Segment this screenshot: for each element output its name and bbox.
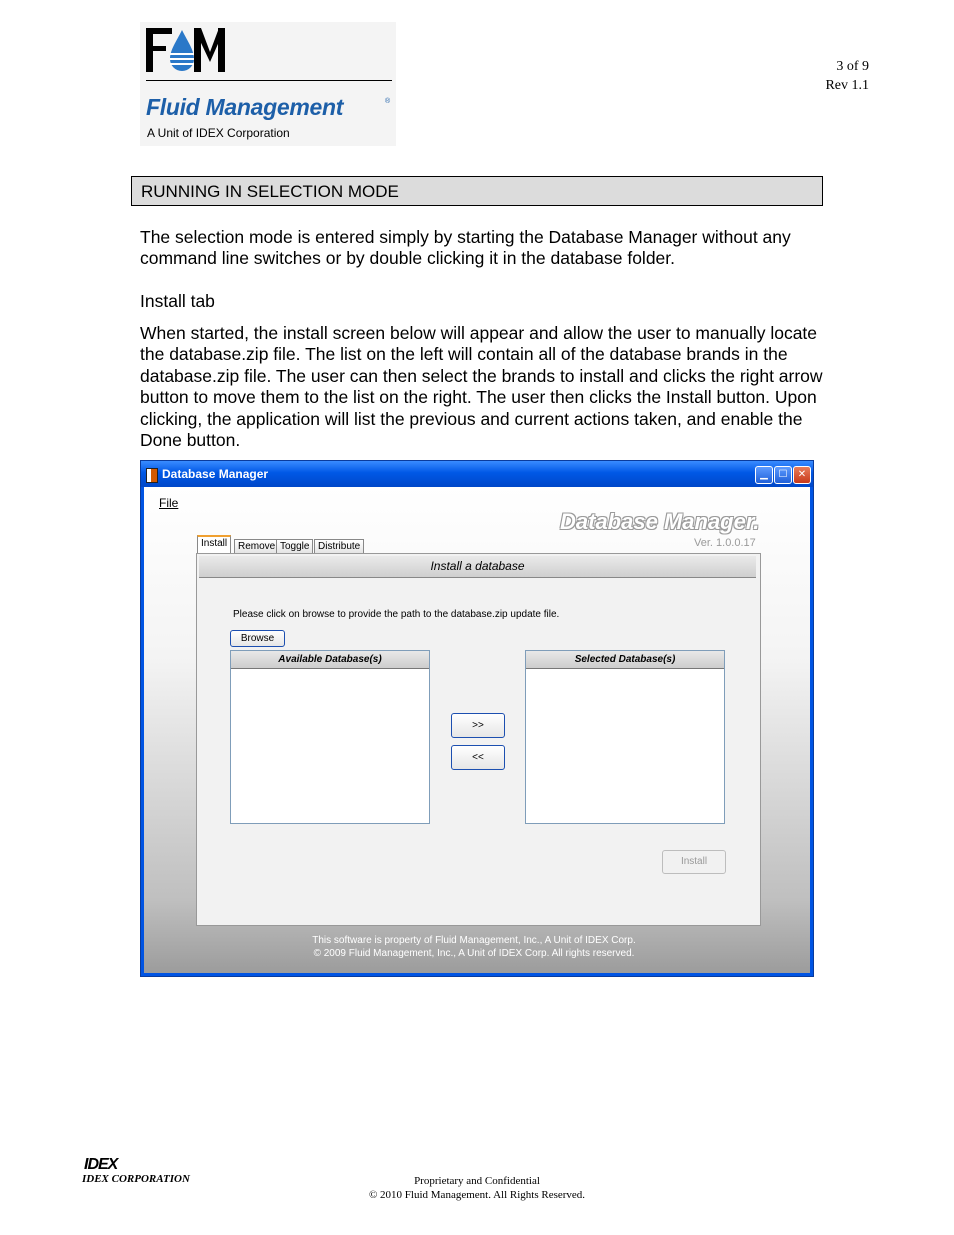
selected-databases-list[interactable] xyxy=(525,650,725,824)
fm-logo-icon xyxy=(146,26,226,76)
move-left-button[interactable]: << xyxy=(451,745,505,770)
browse-button[interactable]: Browse xyxy=(230,630,285,647)
instruction-text: Please click on browse to provide the path to the database.zip update file. xyxy=(233,609,560,620)
selected-list-header: Selected Database(s) xyxy=(526,651,724,669)
section-title: RUNNING IN SELECTION MODE xyxy=(141,182,399,201)
paragraph-install: When started, the install screen below will appear and allow the user to manually locate the database.zip file. The list on the left will contain all of the database brands in the database.zip file. The user can then select the brands to install and clicks the right arrow button to move them to the list on the right. The user then clicks the Install button. Upon clicking, the application will list the previous and current actions taken, and enable the Done button. xyxy=(140,323,823,451)
footer-copyright: © 2010 Fluid Management. All Rights Reserved. xyxy=(368,1189,586,1201)
subheading-install-tab: Install tab xyxy=(140,291,215,311)
app-icon xyxy=(146,468,158,483)
revision: Rev 1.1 xyxy=(825,78,869,93)
available-list-header: Available Database(s) xyxy=(231,651,429,669)
tab-install[interactable]: Install xyxy=(197,535,231,555)
move-right-button[interactable]: >> xyxy=(451,713,505,738)
tab-toggle[interactable]: Toggle xyxy=(276,539,313,554)
close-icon[interactable]: ✕ xyxy=(793,466,811,484)
minimize-icon[interactable]: ▁ xyxy=(755,466,773,484)
install-tab-panel xyxy=(196,553,761,926)
panel-header: Install a database xyxy=(199,556,756,578)
database-manager-window xyxy=(140,460,814,977)
window-title: Database Manager xyxy=(162,467,269,481)
logo-subtitle: A Unit of IDEX Corporation xyxy=(147,126,290,140)
section-heading-box xyxy=(131,176,823,206)
page-info xyxy=(825,57,869,95)
app-brand-title: Database Manager. xyxy=(560,509,760,534)
window-client-area xyxy=(144,487,810,973)
paragraph-intro: The selection mode is entered simply by starting the Database Manager without any command line switches or by double clicking it in the database folder. xyxy=(140,227,791,269)
install-button[interactable]: Install xyxy=(662,850,726,874)
copyright-line-2: © 2009 Fluid Management, Inc., A Unit of IDEX Corp. All rights reserved. xyxy=(313,948,635,959)
app-version: Ver. 1.0.0.17 xyxy=(694,537,756,549)
maximize-icon[interactable]: ☐ xyxy=(774,466,792,484)
window-titlebar[interactable] xyxy=(141,461,813,487)
logo-name: Fluid Management xyxy=(146,94,344,120)
logo-registered-mark: ® xyxy=(385,98,391,105)
tab-distribute[interactable]: Distribute xyxy=(314,539,364,554)
idex-corporation-label: IDEX CORPORATION xyxy=(82,1173,190,1185)
logo-divider xyxy=(146,80,392,81)
available-databases-list[interactable] xyxy=(230,650,430,824)
copyright-line-1: This software is property of Fluid Management, Inc., A Unit of IDEX Corp. xyxy=(312,935,636,946)
footer-confidential: Proprietary and Confidential xyxy=(414,1175,540,1187)
tab-remove[interactable]: Remove xyxy=(234,539,279,554)
menu-file[interactable]: File xyxy=(159,496,179,510)
page-number: 3 of 9 xyxy=(836,59,869,74)
idex-logo: IDEX xyxy=(84,1156,118,1173)
